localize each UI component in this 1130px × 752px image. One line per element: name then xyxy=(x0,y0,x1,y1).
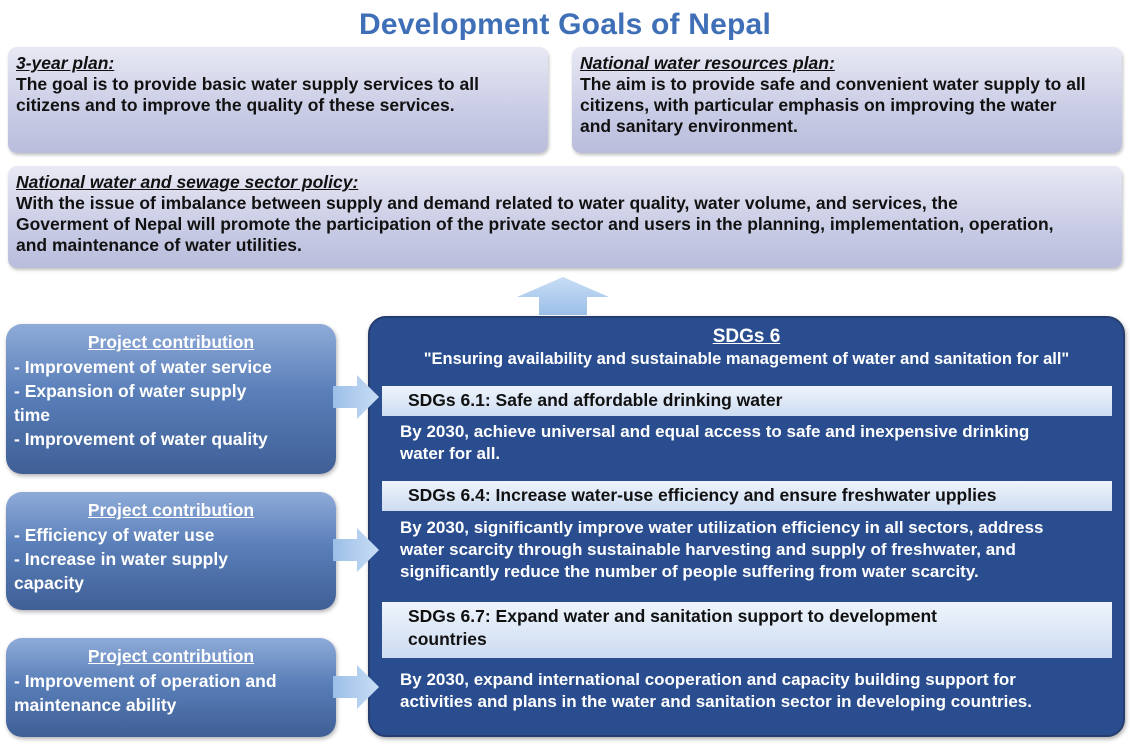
contribution-item: - Expansion of water supply xyxy=(14,381,247,401)
contribution-title: Project contribution xyxy=(87,500,255,520)
plan-text-line: With the issue of imbalance between supply and demand related to water quality, water volume, and services, the xyxy=(16,193,958,213)
target-desc-line: activities and plans in the water and sanitation sector in developing countries. xyxy=(400,692,1032,711)
up-arrow-icon xyxy=(517,277,609,315)
plan-text-line: citizens and to improve the quality of these services. xyxy=(16,95,455,115)
sdg-title: SDGs 6 xyxy=(712,326,781,347)
water-resources-plan-box xyxy=(572,47,1122,153)
contribution-title: Project contribution xyxy=(87,332,255,352)
right-arrow-icon xyxy=(333,528,379,572)
target-desc-line: By 2030, achieve universal and equal access to safe and inexpensive drinking xyxy=(400,422,1030,441)
sdg6-panel xyxy=(368,316,1125,737)
project-contribution-box-1 xyxy=(6,324,336,474)
target-heading-line: SDGs 6.4: Increase water-use efficiency and ensure freshwater upplies xyxy=(408,485,997,505)
plan-heading: National water resources plan: xyxy=(580,53,835,73)
target-6-1-heading xyxy=(382,386,1112,416)
right-arrow-icon xyxy=(333,665,379,709)
target-heading-line: SDGs 6.1: Safe and affordable drinking water xyxy=(408,390,783,410)
target-heading-line: SDGs 6.7: Expand water and sanitation support to development xyxy=(408,606,937,626)
target-desc-line: water scarcity through sustainable harvesting and supply of freshwater, and xyxy=(400,540,1016,559)
plan-text-line: Goverment of Nepal will promote the participation of the private sector and users in the planning, implementation, operation, xyxy=(16,214,1054,234)
plan-heading: 3-year plan: xyxy=(16,53,115,73)
plan-text-line: citizens, with particular emphasis on improving the water xyxy=(580,95,1057,115)
target-6-1-description xyxy=(400,421,1112,465)
target-desc-line: significantly reduce the number of people suffering from water scarcity. xyxy=(400,562,979,581)
target-desc-line: water for all. xyxy=(400,444,501,463)
contribution-item: - Efficiency of water use xyxy=(14,525,215,545)
target-6-7-description xyxy=(400,669,1112,713)
plan-text-line: and maintenance of water utilities. xyxy=(16,235,302,255)
contribution-item: maintenance ability xyxy=(14,695,177,715)
target-desc-line: By 2030, significantly improve water utilization efficiency in all sectors, address xyxy=(400,518,1044,537)
contribution-item: - Improvement of operation and xyxy=(14,671,277,691)
plan-text-line: and sanitary environment. xyxy=(580,116,798,136)
page-title: Development Goals of Nepal xyxy=(359,8,771,41)
project-contribution-box-3 xyxy=(6,638,336,737)
target-6-4-heading xyxy=(382,481,1112,511)
target-6-4-description xyxy=(400,517,1112,583)
target-heading-line: countries xyxy=(408,629,487,649)
contribution-item: - Improvement of water service xyxy=(14,357,272,377)
project-contribution-box-2 xyxy=(6,492,336,610)
sector-policy-box xyxy=(8,166,1122,268)
three-year-plan-box xyxy=(8,47,548,153)
sdg-subtitle: "Ensuring availability and sustainable management of water and sanitation for all" xyxy=(423,350,1070,368)
right-arrow-icon xyxy=(333,375,379,419)
contribution-item: capacity xyxy=(14,573,85,593)
target-6-7-heading xyxy=(382,602,1112,658)
contribution-item: time xyxy=(14,405,50,425)
target-desc-line: By 2030, expand international cooperation and capacity building support for xyxy=(400,670,1016,689)
contribution-item: - Increase in water supply xyxy=(14,549,228,569)
plan-text-line: The goal is to provide basic water supply services to all xyxy=(16,74,479,94)
contribution-item: - Improvement of water quality xyxy=(14,429,268,449)
plan-heading: National water and sewage sector policy: xyxy=(16,172,359,192)
contribution-title: Project contribution xyxy=(87,646,255,666)
plan-text-line: The aim is to provide safe and convenient water supply to all xyxy=(580,74,1086,94)
